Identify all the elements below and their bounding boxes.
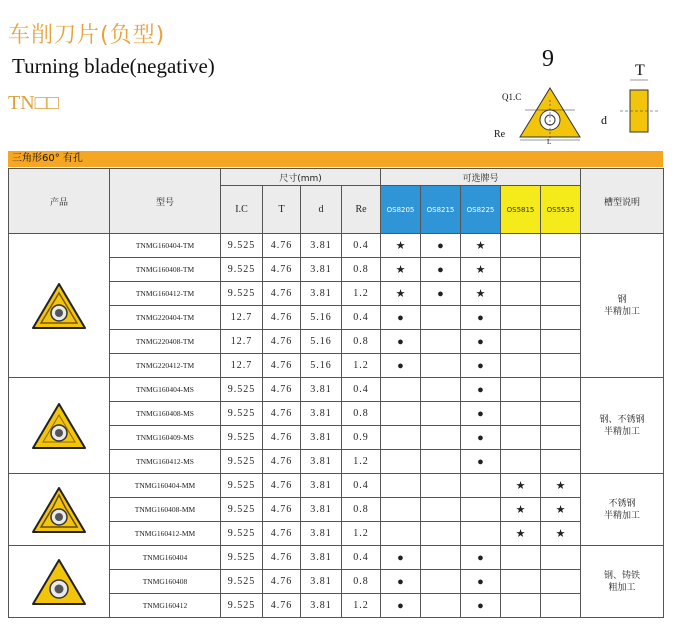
t-cell: 4.76 xyxy=(263,546,301,570)
d-cell: 3.81 xyxy=(301,258,342,282)
grade-cell xyxy=(501,306,541,330)
re-cell: 0.8 xyxy=(342,258,381,282)
ic-cell: 9.525 xyxy=(221,546,263,570)
page-title-cn: 车削刀片(负型) xyxy=(8,23,166,48)
grade-cell xyxy=(421,450,461,474)
grade-cell xyxy=(421,378,461,402)
grade-cell xyxy=(461,474,501,498)
ic-cell: 9.525 xyxy=(221,426,263,450)
grade-cell: ● xyxy=(461,546,501,570)
model-cell: TNMG160408 xyxy=(110,570,221,594)
grade-cell: ★ xyxy=(381,282,421,306)
grade-cell xyxy=(421,426,461,450)
re-cell: 0.4 xyxy=(342,474,381,498)
grade-cell xyxy=(501,330,541,354)
grade-cell: ★ xyxy=(541,522,581,546)
t-cell: 4.76 xyxy=(263,282,301,306)
grade-cell xyxy=(541,546,581,570)
grade-cell: ● xyxy=(381,354,421,378)
model-cell: TNMG220404-TM xyxy=(110,306,221,330)
re-cell: 0.8 xyxy=(342,498,381,522)
grade-cell xyxy=(541,402,581,426)
grade-cell xyxy=(501,258,541,282)
ic-cell: 9.525 xyxy=(221,234,263,258)
ic-cell: 9.525 xyxy=(221,450,263,474)
ic-cell: 9.525 xyxy=(221,594,263,618)
grade-cell xyxy=(501,594,541,618)
ic-cell: 12.7 xyxy=(221,306,263,330)
re-cell: 0.8 xyxy=(342,402,381,426)
t-cell: 4.76 xyxy=(263,330,301,354)
grade-cell xyxy=(501,282,541,306)
d-cell: 3.81 xyxy=(301,546,342,570)
grade-cell xyxy=(381,450,421,474)
grade-cell xyxy=(541,426,581,450)
diagram-label-re: Re xyxy=(494,129,506,140)
table-row xyxy=(9,378,664,402)
grade-cell xyxy=(501,426,541,450)
grade-cell xyxy=(501,546,541,570)
t-cell: 4.76 xyxy=(263,570,301,594)
insert-ms-icon xyxy=(31,401,87,451)
grade-cell: ★ xyxy=(381,234,421,258)
model-cell: TNMG220412-TM xyxy=(110,354,221,378)
col-size: 尺寸(mm) xyxy=(221,169,381,186)
product-image xyxy=(9,234,110,378)
grade-cell: ★ xyxy=(541,474,581,498)
re-cell: 1.2 xyxy=(342,282,381,306)
grade-cell: ★ xyxy=(541,498,581,522)
ic-cell: 12.7 xyxy=(221,354,263,378)
re-cell: 0.8 xyxy=(342,570,381,594)
groove-desc-line2: 粗加工 xyxy=(608,582,636,593)
section-bar: 三角形60° 有孔 xyxy=(8,151,663,167)
grade-cell: ● xyxy=(461,426,501,450)
grade-cell xyxy=(501,234,541,258)
col-d: d xyxy=(301,186,342,234)
re-cell: 0.4 xyxy=(342,234,381,258)
ic-cell: 9.525 xyxy=(221,258,263,282)
grade-cell: ● xyxy=(381,594,421,618)
re-cell: 0.4 xyxy=(342,306,381,330)
t-cell: 4.76 xyxy=(263,426,301,450)
grade-cell xyxy=(421,594,461,618)
groove-desc-line1: 不锈钢 xyxy=(608,498,636,509)
col-re: Re xyxy=(342,186,381,234)
d-cell: 3.81 xyxy=(301,426,342,450)
grade-cell: ★ xyxy=(501,522,541,546)
ic-cell: 12.7 xyxy=(221,330,263,354)
t-cell: 4.76 xyxy=(263,498,301,522)
grade-cell xyxy=(541,450,581,474)
model-cell: TNMG160408-TM xyxy=(110,258,221,282)
grade-cell xyxy=(381,498,421,522)
grade-cell xyxy=(461,498,501,522)
grade-cell xyxy=(541,234,581,258)
grade-cell xyxy=(501,570,541,594)
grade-cell: ★ xyxy=(501,474,541,498)
ic-cell: 9.525 xyxy=(221,522,263,546)
model-cell: TNMG160412-MS xyxy=(110,450,221,474)
grade-cell: ● xyxy=(381,546,421,570)
grade-cell xyxy=(381,402,421,426)
d-cell: 3.81 xyxy=(301,474,342,498)
model-cell: TNMG160412-TM xyxy=(110,282,221,306)
re-cell: 1.2 xyxy=(342,450,381,474)
grade-cell: ★ xyxy=(461,258,501,282)
grade-cell: ● xyxy=(461,354,501,378)
d-cell: 3.81 xyxy=(301,402,342,426)
t-cell: 4.76 xyxy=(263,450,301,474)
model-cell: TNMG160404 xyxy=(110,546,221,570)
insert-diagram xyxy=(490,40,665,145)
product-image xyxy=(9,546,110,618)
grade-cell xyxy=(421,570,461,594)
grade-cell: ● xyxy=(461,594,501,618)
re-cell: 0.9 xyxy=(342,426,381,450)
insert-table xyxy=(8,168,664,618)
col-grade-os8225: OS8225 xyxy=(461,186,501,234)
t-cell: 4.76 xyxy=(263,522,301,546)
grade-cell: ● xyxy=(421,234,461,258)
t-cell: 4.76 xyxy=(263,594,301,618)
product-image xyxy=(9,378,110,474)
grade-cell xyxy=(541,306,581,330)
t-cell: 4.76 xyxy=(263,234,301,258)
d-cell: 3.81 xyxy=(301,522,342,546)
t-cell: 4.76 xyxy=(263,306,301,330)
col-grade-os8215: OS8215 xyxy=(421,186,461,234)
grade-cell xyxy=(421,522,461,546)
grade-cell: ● xyxy=(381,570,421,594)
model-cell: TNMG160409-MS xyxy=(110,426,221,450)
col-grade-os8205: OS8205 xyxy=(381,186,421,234)
ic-cell: 9.525 xyxy=(221,282,263,306)
col-ic: I.C xyxy=(221,186,263,234)
col-model: 型号 xyxy=(110,169,221,234)
grade-cell xyxy=(421,354,461,378)
insert-tm-icon xyxy=(31,281,87,331)
grade-cell: ★ xyxy=(461,282,501,306)
re-cell: 0.4 xyxy=(342,546,381,570)
model-cell: TNMG160408-MM xyxy=(110,498,221,522)
grade-cell xyxy=(541,570,581,594)
grade-cell xyxy=(541,594,581,618)
insert-plain-icon xyxy=(31,557,87,607)
grade-cell xyxy=(541,378,581,402)
d-cell: 3.81 xyxy=(301,594,342,618)
grade-cell xyxy=(381,378,421,402)
product-image xyxy=(9,474,110,546)
grade-cell: ● xyxy=(421,282,461,306)
grade-cell: ● xyxy=(461,330,501,354)
grade-cell xyxy=(461,522,501,546)
grade-cell: ● xyxy=(461,306,501,330)
table-row xyxy=(9,546,664,570)
d-cell: 3.81 xyxy=(301,450,342,474)
diagram-label-d: d xyxy=(601,113,607,127)
col-grade-os5535: OS5535 xyxy=(541,186,581,234)
groove-desc-line2: 半精加工 xyxy=(604,426,641,437)
grade-cell xyxy=(381,474,421,498)
col-product: 产品 xyxy=(9,169,110,234)
grade-cell: ★ xyxy=(501,498,541,522)
grade-cell xyxy=(501,378,541,402)
table-row xyxy=(9,474,664,498)
grade-cell: ● xyxy=(461,402,501,426)
re-cell: 0.4 xyxy=(342,378,381,402)
t-cell: 4.76 xyxy=(263,474,301,498)
insert-mm-icon xyxy=(31,485,87,535)
groove-desc-line1: 钢、铸铁 xyxy=(604,570,641,581)
grade-cell xyxy=(421,498,461,522)
grade-cell xyxy=(541,258,581,282)
groove-desc-line2: 半精加工 xyxy=(604,510,641,521)
grade-cell xyxy=(501,354,541,378)
grade-cell: ★ xyxy=(381,258,421,282)
grade-cell xyxy=(381,426,421,450)
t-cell: 4.76 xyxy=(263,378,301,402)
groove-desc xyxy=(581,474,664,546)
model-cell: TNMG160404-TM xyxy=(110,234,221,258)
series-code: TN□□ xyxy=(8,92,59,114)
grade-cell xyxy=(421,546,461,570)
grade-cell xyxy=(541,282,581,306)
grade-cell: ● xyxy=(461,378,501,402)
grade-cell: ● xyxy=(381,306,421,330)
ic-cell: 9.525 xyxy=(221,498,263,522)
re-cell: 1.2 xyxy=(342,354,381,378)
grade-cell: ● xyxy=(381,330,421,354)
t-cell: 4.76 xyxy=(263,402,301,426)
d-cell: 5.16 xyxy=(301,306,342,330)
d-cell: 5.16 xyxy=(301,354,342,378)
model-cell: TNMG160412-MM xyxy=(110,522,221,546)
grade-cell xyxy=(421,402,461,426)
grade-cell: ● xyxy=(461,570,501,594)
ic-cell: 9.525 xyxy=(221,570,263,594)
groove-desc-line1: 钢 xyxy=(617,294,627,305)
col-grades: 可选牌号 xyxy=(381,169,581,186)
diagram-label-9: 9 xyxy=(542,46,554,72)
groove-desc xyxy=(581,546,664,618)
grade-cell xyxy=(421,474,461,498)
grade-cell xyxy=(501,450,541,474)
model-cell: TNMG160404-MS xyxy=(110,378,221,402)
d-cell: 3.81 xyxy=(301,282,342,306)
ic-cell: 9.525 xyxy=(221,402,263,426)
groove-desc xyxy=(581,378,664,474)
diagram-label-q: Q1.C xyxy=(502,92,522,102)
d-cell: 3.81 xyxy=(301,498,342,522)
groove-desc-line1: 钢、不锈钢 xyxy=(599,414,645,425)
grade-cell xyxy=(541,330,581,354)
model-cell: TNMG160412 xyxy=(110,594,221,618)
table-row xyxy=(9,234,664,258)
col-grade-os5815: OS5815 xyxy=(501,186,541,234)
grade-cell: ● xyxy=(421,258,461,282)
page-title-en: Turning blade(negative) xyxy=(12,54,215,78)
ic-cell: 9.525 xyxy=(221,474,263,498)
diagram-label-l: L xyxy=(547,138,552,145)
groove-desc-line2: 半精加工 xyxy=(604,306,641,317)
d-cell: 3.81 xyxy=(301,378,342,402)
ic-cell: 9.525 xyxy=(221,378,263,402)
groove-desc xyxy=(581,234,664,378)
grade-cell: ● xyxy=(461,450,501,474)
model-cell: TNMG160404-MM xyxy=(110,474,221,498)
d-cell: 3.81 xyxy=(301,234,342,258)
diagram-label-t: T xyxy=(635,62,645,79)
grade-cell xyxy=(501,402,541,426)
re-cell: 1.2 xyxy=(342,522,381,546)
grade-cell xyxy=(541,354,581,378)
d-cell: 3.81 xyxy=(301,570,342,594)
col-desc: 槽型说明 xyxy=(581,169,664,234)
model-cell: TNMG160408-MS xyxy=(110,402,221,426)
t-cell: 4.76 xyxy=(263,354,301,378)
model-cell: TNMG220408-TM xyxy=(110,330,221,354)
grade-cell xyxy=(421,330,461,354)
grade-cell xyxy=(381,522,421,546)
col-t: T xyxy=(263,186,301,234)
grade-cell xyxy=(421,306,461,330)
re-cell: 1.2 xyxy=(342,594,381,618)
t-cell: 4.76 xyxy=(263,258,301,282)
d-cell: 5.16 xyxy=(301,330,342,354)
re-cell: 0.8 xyxy=(342,330,381,354)
grade-cell: ★ xyxy=(461,234,501,258)
